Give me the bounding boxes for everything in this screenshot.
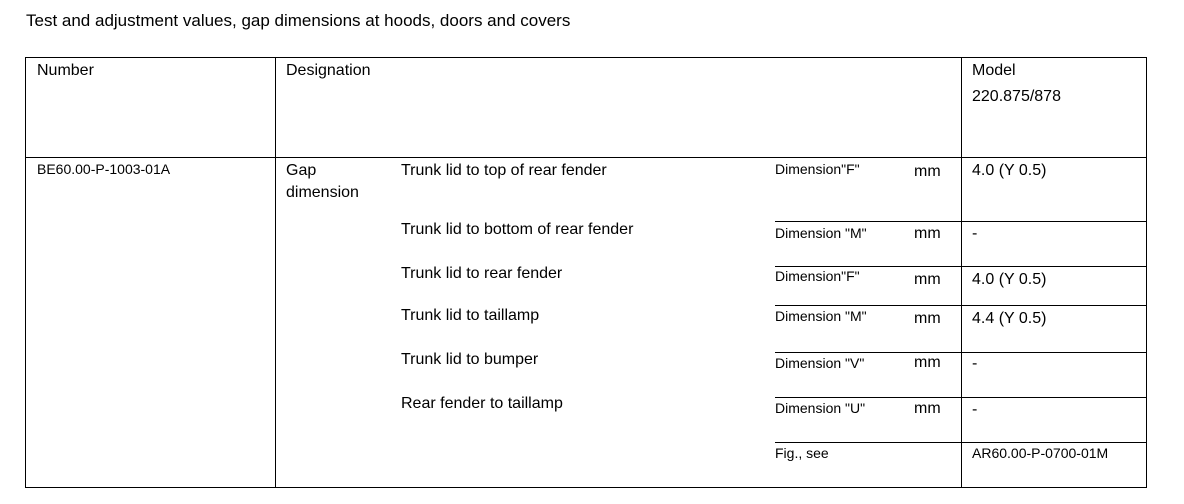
row-divider (775, 397, 1146, 398)
row-designation: Trunk lid to bottom of rear fender (401, 221, 634, 238)
row-value: 4.0 (Y 0.5) (972, 271, 1047, 288)
row-dimension: Dimension"F" (775, 161, 860, 177)
row-unit: mm (914, 310, 941, 327)
row-designation: Trunk lid to top of rear fender (401, 162, 607, 179)
spec-table (25, 57, 1147, 488)
row-value: - (972, 225, 978, 242)
row-designation: Trunk lid to taillamp (401, 307, 540, 324)
row-value: - (972, 401, 978, 418)
designation-group: Gap (286, 162, 317, 179)
row-dimension: Dimension "M" (775, 225, 867, 241)
row-designation: Rear fender to taillamp (401, 395, 563, 412)
row-designation: Trunk lid to rear fender (401, 265, 563, 282)
column-divider (961, 58, 962, 487)
figure-reference: AR60.00-P-0700-01M (972, 445, 1109, 461)
row-value: - (972, 355, 978, 372)
row-divider (775, 221, 1146, 222)
row-dimension: Dimension "V" (775, 355, 865, 371)
row-unit: mm (914, 271, 941, 288)
row-value: 4.0 (Y 0.5) (972, 162, 1047, 179)
row-unit: mm (914, 400, 941, 417)
figure-reference-label: Fig., see (775, 445, 829, 461)
row-dimension: Dimension"F" (775, 268, 860, 284)
page-title: Test and adjustment values, gap dimensions at hoods, doors and covers (26, 11, 571, 30)
row-unit: mm (914, 354, 941, 371)
header-designation: Designation (286, 62, 371, 79)
document-number: BE60.00-P-1003-01A (37, 161, 171, 177)
header-number: Number (37, 62, 94, 79)
column-divider (275, 58, 276, 487)
row-dimension: Dimension "M" (775, 308, 867, 324)
header-divider (26, 157, 1146, 158)
row-dimension: Dimension "U" (775, 400, 866, 416)
row-divider (775, 352, 1146, 353)
row-divider (775, 305, 1146, 306)
row-unit: mm (914, 225, 941, 242)
row-divider (775, 442, 1146, 443)
designation-group-line2: dimension (286, 184, 359, 201)
row-value: 4.4 (Y 0.5) (972, 310, 1047, 327)
row-designation: Trunk lid to bumper (401, 351, 539, 368)
header-model: Model (972, 62, 1016, 79)
row-unit: mm (914, 163, 941, 180)
header-model-code: 220.875/878 (972, 88, 1061, 105)
